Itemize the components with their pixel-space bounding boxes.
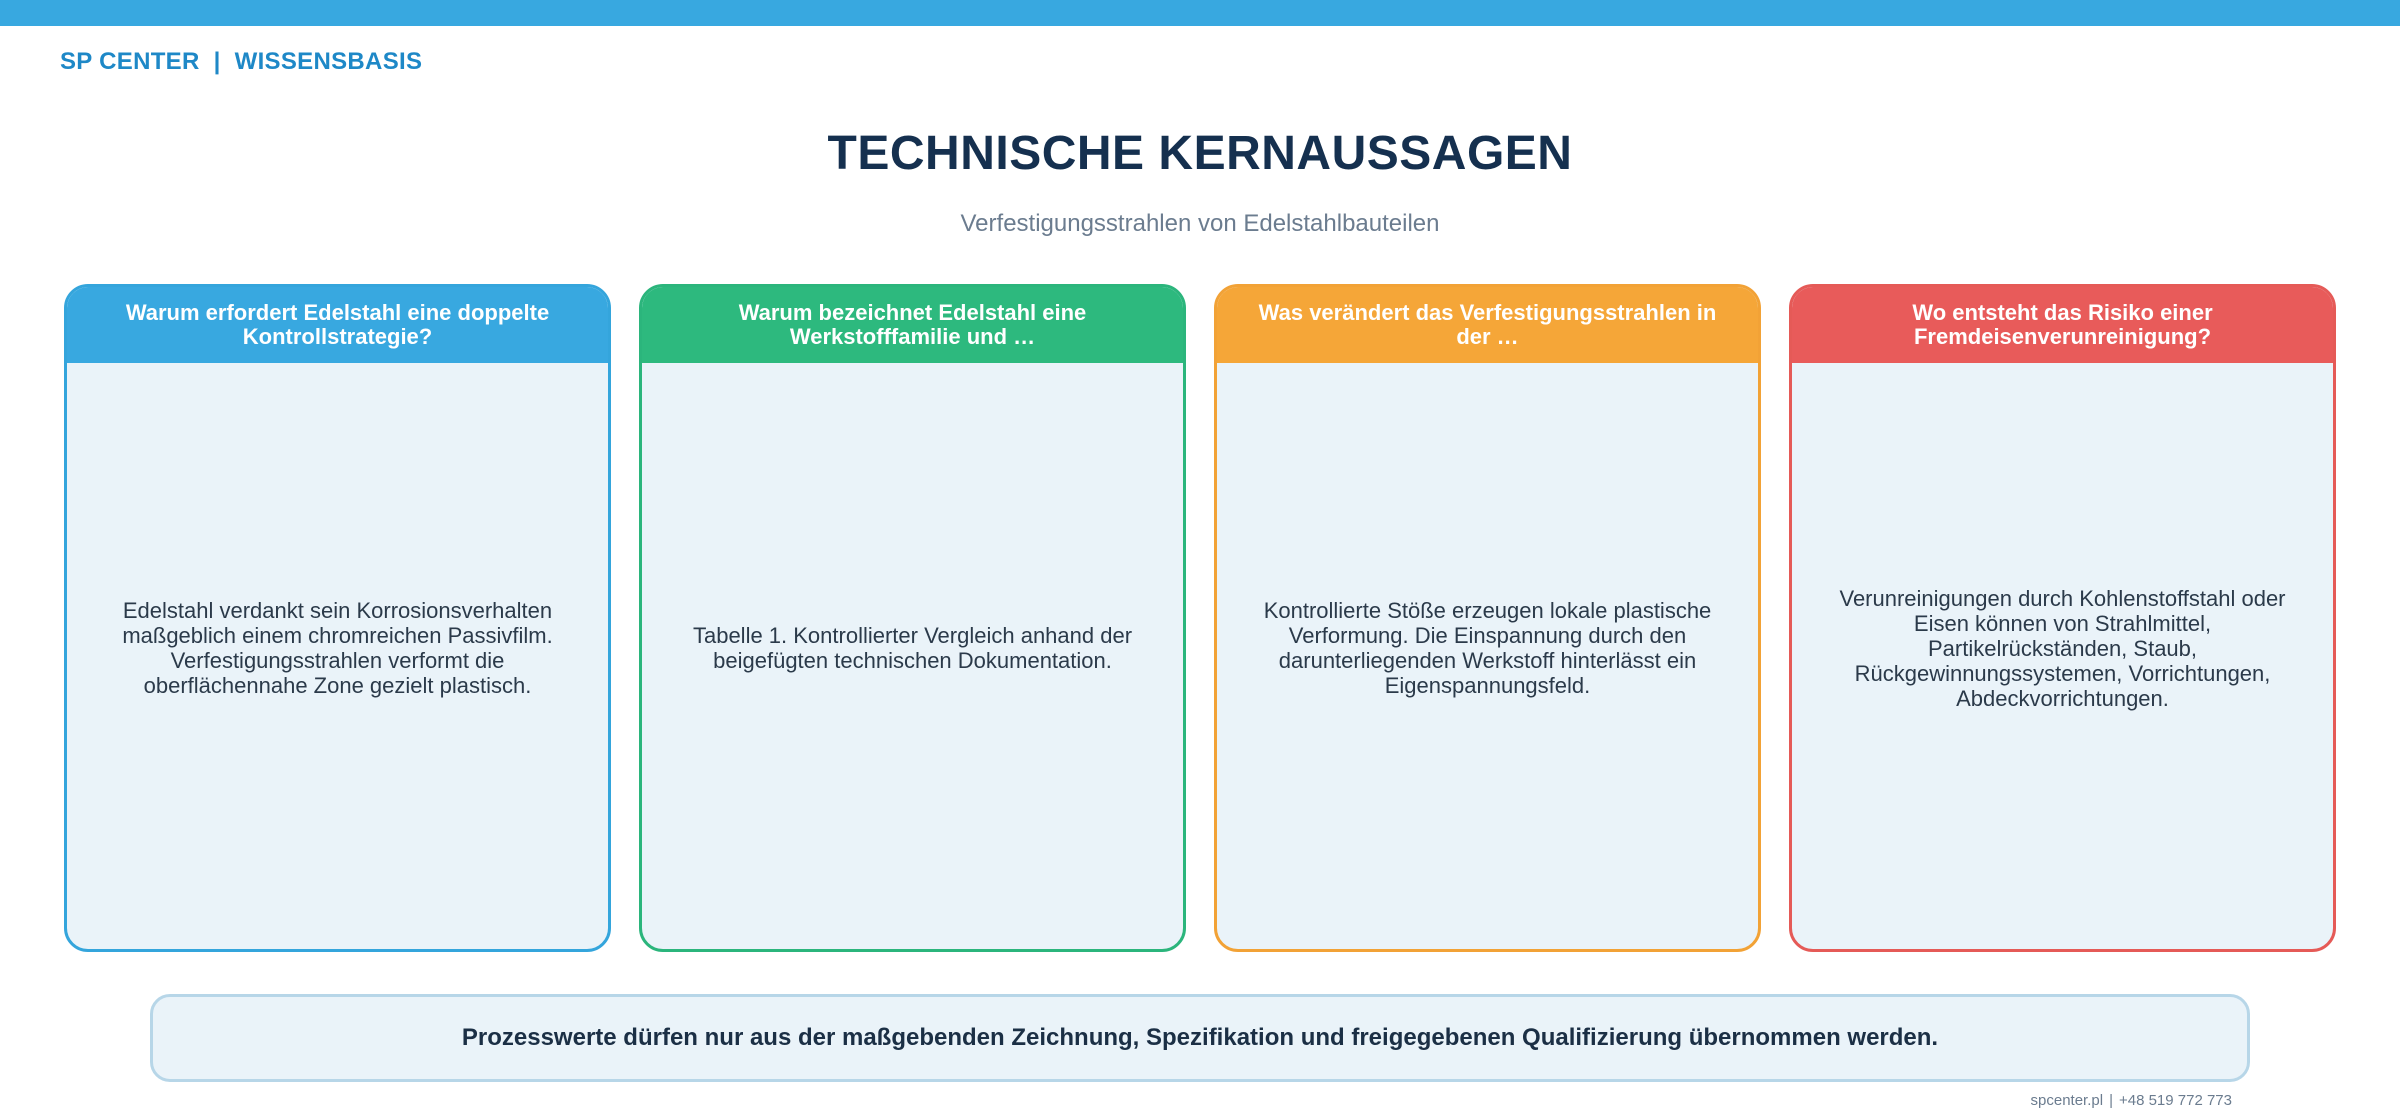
card-body: Verunreinigungen durch Kohlenstoffstahl oder Eisen können von Strahlmittel, Partikelrückständen, Staub, Rückgewinnungssystemen, Vorrichtungen, Abdeckvorrichtungen. xyxy=(1839,585,2286,711)
card-body: Kontrollierte Stöße erzeugen lokale plastische Verformung. Die Einspannung durch den darunterliegenden Werkstoff hinterlässt ein Eigenspannungsfeld. xyxy=(1263,598,1712,698)
top-accent-bar xyxy=(0,0,2400,26)
card-heading: Wo entsteht das Risiko einer Fremdeisenverunreinigung? xyxy=(1792,287,2333,363)
brand-name: SP CENTER xyxy=(60,48,200,75)
brand-section: WISSENSBASIS xyxy=(234,48,423,75)
card-iron-contamination-risk xyxy=(1789,284,2336,952)
card-body: Edelstahl verdankt sein Korrosionsverhalten maßgeblich einem chromreichen Passivfilm. Verfestigungsstrahlen verformt die oberflächennahe Zone gezielt plastisch. xyxy=(122,598,553,698)
brand-separator: | xyxy=(213,48,221,75)
process-values-note: Prozesswerte dürfen nur aus der maßgebenden Zeichnung, Spezifikation und freigegebenen Qualifizierung übernommen werden. xyxy=(150,994,2250,1082)
footer-website: spcenter.pl xyxy=(2030,1092,2104,1109)
footer-contact xyxy=(2031,1092,2232,1109)
brand-header xyxy=(60,48,422,76)
page-subtitle: Verfestigungsstrahlen von Edelstahlbauteilen xyxy=(960,210,1440,237)
footer-separator: | xyxy=(2109,1092,2113,1109)
card-heading: Warum bezeichnet Edelstahl eine Werkstofffamilie und … xyxy=(642,287,1183,363)
page-title: TECHNISCHE KERNAUSSAGEN xyxy=(827,127,1573,180)
card-shot-peening-effect xyxy=(1214,284,1761,952)
card-material-family xyxy=(639,284,1186,952)
footer-phone: +48 519 772 773 xyxy=(2118,1092,2232,1109)
card-body: Tabelle 1. Kontrollierter Vergleich anhand der beigefügten technischen Dokumentation. xyxy=(692,623,1133,673)
card-grid xyxy=(64,284,2336,952)
card-heading: Warum erfordert Edelstahl eine doppelte Kontrollstrategie? xyxy=(67,287,608,363)
card-heading: Was verändert das Verfestigungsstrahlen in der … xyxy=(1217,287,1758,363)
card-double-control-strategy xyxy=(64,284,611,952)
